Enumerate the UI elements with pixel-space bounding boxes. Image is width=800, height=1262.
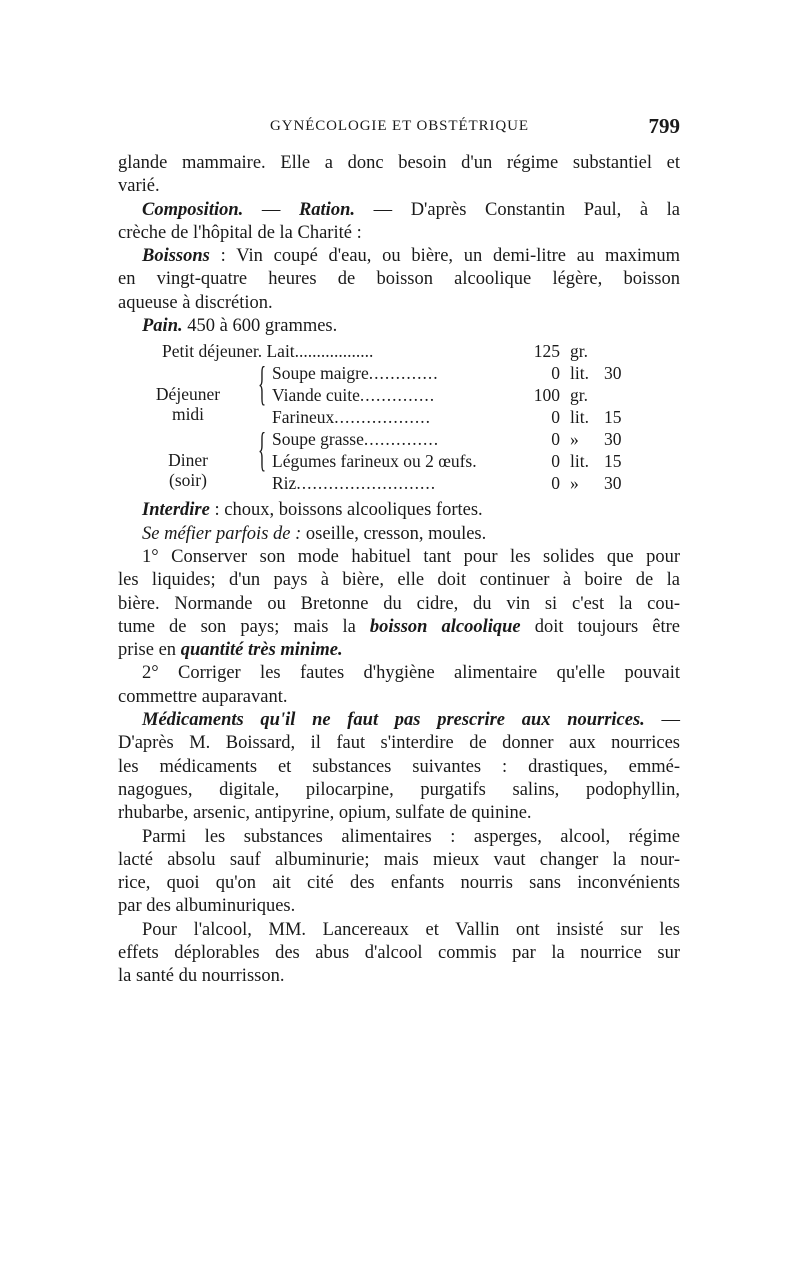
parmi-line-3: rice, quoi qu'on ait cité des enfants nourris sans inconvénients: [118, 873, 680, 894]
dejeuner-label: Déjeuner midi: [155, 384, 221, 425]
dejeuner-brace: {: [258, 357, 267, 411]
medicaments-line-2: D'après M. Boissard, il faut s'interdire de donner aux nourrices: [118, 733, 680, 754]
menu-unit: gr.: [570, 341, 588, 362]
menu-amount: 125: [533, 341, 560, 362]
conserver-line-4: tume de son pays; mais la boisson alcoolique doit toujours être: [118, 616, 680, 637]
diner-label: Diner (soir): [168, 450, 208, 491]
boisson-alcoolique-emphasis: boisson alcoolique: [369, 616, 521, 637]
menu-item-name: Soupe grasse: [272, 429, 364, 450]
ration-table: [118, 338, 680, 499]
page-body: [118, 152, 680, 989]
composition-line-1: Composition. — Ration. — D'après Constantin Paul, à la: [142, 199, 681, 220]
menu-item-name: Soupe maigre: [272, 363, 369, 384]
medicaments-heading: Médicaments qu'il ne faut pas prescrire aux nourrices. —: [142, 710, 681, 731]
alcool-line-2: effets déplorables des abus d'alcool commis par la nourrice sur: [118, 943, 680, 964]
mefier-label: Se méfier parfois de :: [142, 523, 302, 544]
ration-term: Ration.: [298, 199, 355, 220]
pain-line: Pain. 450 à 600 grammes.: [142, 316, 338, 337]
alcool-line-1: Pour l'alcool, MM. Lancereaux et Vallin ont insisté sur les: [142, 919, 680, 940]
composition-term: Composition.: [142, 199, 244, 220]
page-number: 799: [648, 114, 680, 138]
menu-row: Soupe grasse.............. 0 » 30: [272, 429, 622, 450]
menu-row: Soupe maigre............. 0 lit. 30: [272, 363, 622, 384]
menu-row: Légumes farineux ou 2 œufs. 0 lit. 15: [272, 451, 622, 472]
diner-brace: {: [258, 423, 267, 477]
parmi-line-4: par des albuminuriques.: [118, 896, 296, 917]
pain-label: Pain.: [142, 316, 183, 337]
boissons-line-1: Boissons : Vin coupé d'eau, ou bière, un demi-litre au maximum: [142, 246, 680, 267]
menu-item-name: Légumes farineux ou 2 œufs.: [272, 451, 477, 472]
menu-item-name: Farineux: [272, 407, 335, 428]
menu-item-name: Riz: [272, 473, 297, 494]
medicaments-line-4: nagogues, digitale, pilocarpine, purgatifs salins, podophyllin,: [118, 779, 680, 800]
alcool-line-3: la santé du nourrisson.: [118, 966, 285, 987]
parmi-line-2: lacté absolu sauf albuminurie; mais mieux vaut changer la nour-: [118, 849, 680, 870]
conserver-line-2: les liquides; d'un pays à bière, elle doit continuer à boire de la: [118, 570, 680, 591]
conserver-line-5: prise en quantité très minime.: [118, 640, 343, 661]
medicaments-line-3: les médicaments et substances suivantes : drastiques, emmé-: [118, 756, 680, 777]
running-title: GYNÉCOLOGIE ET OBSTÉTRIQUE: [270, 118, 529, 134]
boissons-label: Boissons: [142, 246, 210, 267]
medicaments-title: Médicaments qu'il ne faut pas prescrire aux nourrices.: [142, 710, 645, 731]
intro-line-2: varié.: [118, 176, 160, 197]
conserver-line-3: bière. Normande ou Bretonne du cidre, du vin si c'est la cou-: [118, 593, 680, 614]
petit-dejeuner-label: Petit déjeuner. Lait: [162, 341, 295, 362]
corriger-line-2: commettre auparavant.: [118, 686, 288, 707]
menu-item-name: Viande cuite: [272, 385, 360, 406]
medicaments-line-5: rhubarbe, arsenic, antipyrine, opium, sulfate de quinine.: [118, 803, 532, 824]
menu-row: Riz.......................... 0 » 30: [272, 473, 622, 494]
menu-row: Farineux.................. 0 lit. 15: [272, 407, 622, 428]
page-header: [118, 114, 680, 144]
intro-line-1: glande mammaire. Elle a donc besoin d'un régime substantiel et: [118, 153, 680, 173]
menu-row-petit-dejeuner: Petit déjeuner. Lait.................. 125 gr.: [162, 341, 588, 362]
parmi-line-1: Parmi les substances alimentaires : asperges, alcool, régime: [142, 826, 680, 847]
menu-row: Viande cuite.............. 100 gr.: [272, 385, 588, 406]
boissons-line-3: aqueuse à discrétion.: [118, 292, 273, 313]
corriger-line-1: 2° Corriger les fautes d'hygiène alimentaire qu'elle pouvait: [142, 663, 680, 684]
conserver-line-1: 1° Conserver son mode habituel tant pour les solides que pour: [142, 546, 680, 567]
interdire-label: Interdire: [142, 500, 210, 521]
mefier-line: Se méfier parfois de : oseille, cresson, moules.: [142, 523, 487, 544]
interdire-line: Interdire : choux, boissons alcooliques fortes.: [142, 500, 483, 521]
composition-line-2: crèche de l'hôpital de la Charité :: [118, 222, 362, 243]
quantite-emphasis: quantité très minime.: [180, 640, 343, 661]
boissons-line-2: en vingt-quatre heures de boisson alcoolique légère, boisson: [118, 269, 680, 290]
